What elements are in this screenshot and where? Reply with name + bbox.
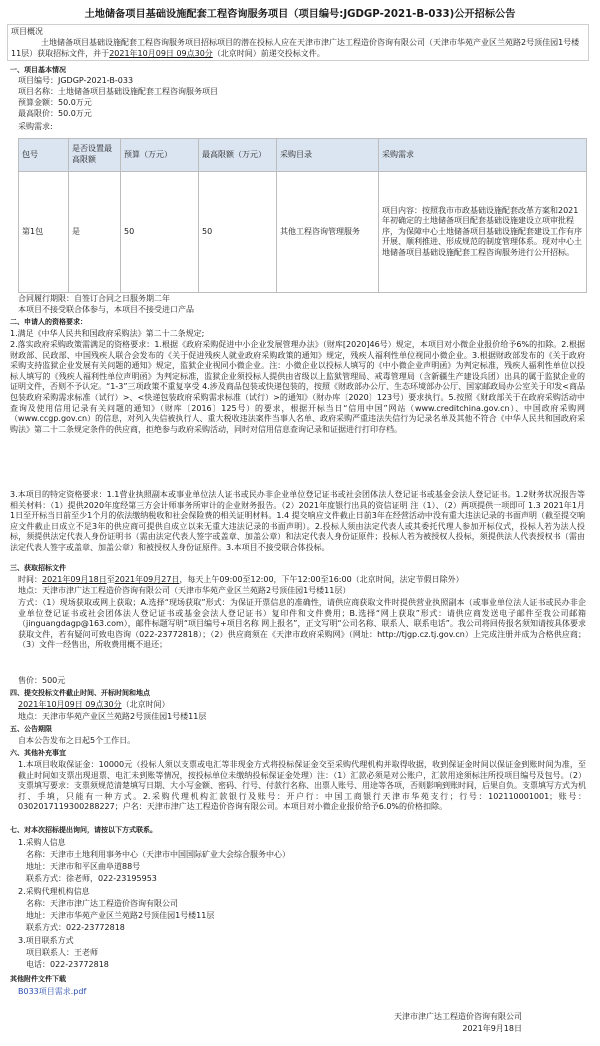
requirement-label: 采购需求: bbox=[18, 122, 53, 131]
table-cell: 其他工程咨询管理服务 bbox=[277, 172, 379, 293]
buyer-address: 地址：天津市和平区曲阜道88号 bbox=[26, 862, 141, 871]
acquire-date-from: 2021年09月18日 bbox=[42, 575, 107, 584]
table-header-row bbox=[19, 139, 587, 172]
acquire-time-rest: ，每天上午09:00至12:00，下午12:00至16:00（北京时间，法定节假日除外） bbox=[179, 575, 464, 584]
overview-deadline: 2021年10月09日 09点30分 bbox=[109, 48, 213, 58]
page-title: 土地储备项目基础设施配套工程咨询服务项目（项目编号:JGDGP-2021-B-033)公开招标公告 bbox=[84, 9, 516, 20]
bid-deadline-time: 2021年10月09日 09点30分 bbox=[18, 700, 122, 709]
table-header: 采购需求 bbox=[379, 139, 587, 172]
buyer-contact: 联系方式：徐老师，022-23195953 bbox=[26, 874, 157, 883]
table-header: 是否设置最高限额 bbox=[69, 139, 121, 172]
attachment-link[interactable]: B033项目需求.pdf bbox=[18, 987, 87, 996]
contract-period: 合同履行期限：自签订合同之日服务期二年 bbox=[18, 294, 170, 303]
section-5-heading: 五、公告期限 bbox=[10, 725, 52, 733]
section-1-heading: 一、项目基本情况 bbox=[10, 66, 66, 74]
acquire-time-prefix: 时间： bbox=[18, 575, 42, 584]
agent-name: 名称：天津市津广达工程造价咨询有限公司 bbox=[26, 899, 178, 908]
project-contact-name: 项目联系人：王老师 bbox=[26, 948, 98, 957]
project-name: 项目名称：土地储备项目基础设施配套工程咨询服务项目 bbox=[18, 87, 218, 96]
bid-place: 地点：天津市华苑产业区兰苑路2号顶佳园1号楼11层 bbox=[18, 712, 207, 721]
signature-date: 2021年9月18日 bbox=[462, 1024, 522, 1033]
section-6-heading: 六、其他补充事宜 bbox=[10, 749, 66, 757]
attachments-heading: 其他附件文件下载 bbox=[10, 975, 66, 983]
project-number: 项目编号：JGDGP-2021-B-033 bbox=[18, 76, 134, 85]
section-7-heading: 七、对本次招标提出询问，请按以下方式联系。 bbox=[10, 826, 157, 834]
project-contact-title: 3.项目联系方式 bbox=[18, 936, 74, 945]
supplementary-text: 1.本项目收取保证金：10000元（投标人须以支票或电汇等非现金方式将投标保证金交至采购代理机构并取得收据，收到保证金时间以保证金到账时间为准，至截止时间如支票出现退票、电汇未到账等情况，按投标单位未缴纳投标保证金处理）注：（1）汇款必须是对公账户，汇款用途须标注所投项目编号及包号。（2）支票填写要求：支票须规范清楚填写日期、大小写金额、密码、行号、付款行名称、出票人账号、用途等各项，否则影响到账时间，后果自负。支票填写方式为机打、手填，只能有一种方式。2.采购代理机构汇款银行及账号：开户行：中国工商银行天津市华苑支行；行号：102110001001；账号：0302017119300288227；户名：天津市津广达工程造价咨询有限公司。本项目对小微企业报价给予6.0%的价格扣除。 bbox=[18, 760, 586, 812]
package-table bbox=[18, 138, 587, 293]
acquire-place: 地点：天津市津广达工程造价咨询有限公司（天津市华苑产业区兰苑路2号顶佳园1号楼11层） bbox=[18, 586, 351, 595]
qualification-1: 1.满足《中华人民共和国政府采购法》第二十二条规定; bbox=[10, 329, 205, 338]
qualification-2: 2.落实政府采购政策需满足的资格要求：1.根据《政府采购促进中小企业发展管理办法》（财库[2020]46号）规定，本项目对小微企业报价给予6%的扣除。2.根据财政部、民政部、中国残疾人联合会发布的《关于促进残疾人就业政府采购政策的通知》规定，残疾人福利性单位视同小微企业。3.根据财政部发布的《关于政府采购支持监狱企业发展有关问题的通知》规定，监狱企业视同小微企业。注：小微企业以投标人填写的《中小微企业声明函》为判定标准，残疾人福利性单位以投标人填写的《残疾人福利性单位声明函》为判定标准，监狱企业须投标人提供由省级以上监狱管理局、戒毒管理局（含新疆生产建设兵团）出具的属于监狱企业的证明文件，否则不予认定。“1-3”三项政策不重复享受 4.涉及商品包装或快递包装的，按照《财政部办公厅、生态环境部办公厅、国家邮政局办公室关于印发<商品包装政府采购需求标准（试行）>、<快递包装政府采购需求标准（试行）>的通知》（财办库〔2020〕123号）要求执行。5.按照《财政部关于在政府采购活动中查询及使用信用记录有关问题的通知》（财库〔2016〕125号）的要求，根据开标当日“信用中国”网站（www.creditchina.gov.cn）、中国政府采购网（www.ccgp.gov.cn）的信息，对列入失信被执行人、重大税收违法案件当事人名单、政府采购严重违法失信行为记录名单及其他不符合《中华人民共和国政府采购法》第二十二条规定条件的供应商，拒绝参与政府采购活动，同时对信用信息查询记录和证据进行打印存档。 bbox=[10, 340, 585, 434]
overview-box bbox=[7, 24, 589, 61]
table-cell: 50 bbox=[199, 172, 277, 293]
acquire-time bbox=[18, 575, 588, 586]
table-cell: 第1包 bbox=[19, 172, 69, 293]
section-4-heading: 四、提交投标文件截止时间、开标时间和地点 bbox=[10, 689, 150, 697]
table-cell: 项目内容：按照我市市政基础设施配套改革方案和2021年初确定的土地储备项目配套基础设施建设立项审批程序，为保障中心土地储备项目基础设施配套建设工作有序开展、顺利推进、形成规范的制度管理体系。现对中心土地储备项目基础设施配套工程咨询服务进行公开招标。 bbox=[379, 172, 587, 293]
overview-text bbox=[11, 38, 587, 59]
signature-company: 天津市津广达工程造价咨询有限公司 bbox=[394, 1012, 522, 1021]
acquire-method: 方式：（1）现场获取或网上获取；A.选择“现场获取”形式：为保证开票信息的准确性，请供应商获取文件时提供营业执照副本（或事业单位法人证书或民办非企业单位登记证书或社会团体法人登记证书或基金会法人登记证书）复印件和文件费用；B.选择“网上获取”形式：请供应商发送电子邮件至我公司邮箱（jinguangdagp@163.com），邮件标题写明“项目编号+项目名称 网上报名”，正文写明“公司名称、联系人、联系电话”。我公司将回传报名须知请按具体要求获取文件，若有疑问可致电咨询（022-23772818）；（2）供应商须在《天津市政府采购网》（网址：http://tjgp.cz.tj.gov.cn）上完成注册并成为合格供应商；（3）文件一经售出，所收费用概不退还； bbox=[18, 598, 586, 650]
notice-period: 自本公告发布之日起5个工作日。 bbox=[18, 736, 136, 745]
buyer-name: 名称：天津市土地利用事务中心（天津市中国国际矿业大会综合服务中心） bbox=[26, 850, 290, 859]
agent-contact: 联系方式：022-23772818 bbox=[26, 923, 125, 932]
table-header: 采购目录 bbox=[277, 139, 379, 172]
qualification-3: 3.本项目的特定资格要求：1.1营业执照副本或事业单位法人证书或民办非企业单位登记证书或社会团体法人登记证书或基金会法人登记证书。1.2财务状况报告等相关材料：（1）提供2020年度经第三方会计师事务所审计的企业财务报告。（2）2021年度银行出具的资信证明 注（1）、（2）两项提供一项即可 1.3 2021年1月1日至开标当日前至少1个月的依法缴纳税收和社会保险费的相关证明材料。1.4 提交响应文件截止日前3年在经营活动中没有重大违法记录的书面声明（截至提交响应文件截止日成立不足3年的供应商可提供自成立以来无重大违法记录的书面声明）。2.投标人须由法定代表人或其委托代理人参加开标仪式，投标人若为法人投标，须提供法定代表人身份证明书（需由法定代表人签字或盖章、加盖公章）和法定代表人身份证原件；投标人若为被授权人投标，须提供法人代表授权书（需由法定代表人签字或盖章、加盖公章）和被授权人身份证原件。3.本项目不接受联合体投标。 bbox=[10, 490, 585, 552]
table-header: 最高限额（万元） bbox=[199, 139, 277, 172]
section-2-heading: 二、申请人的资格要求： bbox=[10, 318, 87, 326]
overview-text-2: （北京时间）前递交投标文件。 bbox=[212, 48, 325, 58]
table-row bbox=[19, 172, 587, 293]
section-3-heading: 三、获取招标文件 bbox=[10, 564, 66, 572]
table-cell: 是 bbox=[69, 172, 121, 293]
acquire-date-to: 2021年09月27日 bbox=[114, 575, 180, 584]
agent-address: 地址：天津市华苑产业区兰苑路2号顶佳园1号楼11层 bbox=[26, 911, 215, 920]
table-header: 包号 bbox=[19, 139, 69, 172]
project-contact-phone: 电话：022-23772818 bbox=[26, 960, 109, 969]
acquire-to: 至 bbox=[106, 575, 115, 584]
buyer-info-title: 1.采购人信息 bbox=[18, 838, 66, 847]
table-header: 预算（万元） bbox=[121, 139, 199, 172]
max-price: 最高限价：50.0万元 bbox=[18, 109, 92, 118]
overview-text-1: 土地储备项目基础设施配套工程咨询服务项目招标项目的潜在投标人应在天津市津广达工程造价咨询有限公司（天津市华苑产业区兰苑路2号顶佳园1号楼11层）获取招标文件，并于 bbox=[11, 38, 580, 58]
table-cell: 50 bbox=[121, 172, 199, 293]
bid-deadline bbox=[18, 700, 588, 711]
budget-amount: 预算金额：50.0万元 bbox=[18, 98, 92, 107]
overview-label: 项目概况 bbox=[11, 27, 43, 36]
no-consortium-note: 本项目不接受联合体参与，本项目不接受进口产品 bbox=[18, 305, 194, 314]
bid-deadline-suffix: （北京时间） bbox=[121, 700, 170, 709]
document-price: 售价：500元 bbox=[18, 676, 66, 685]
agent-info-title: 2.采购代理机构信息 bbox=[18, 887, 90, 896]
